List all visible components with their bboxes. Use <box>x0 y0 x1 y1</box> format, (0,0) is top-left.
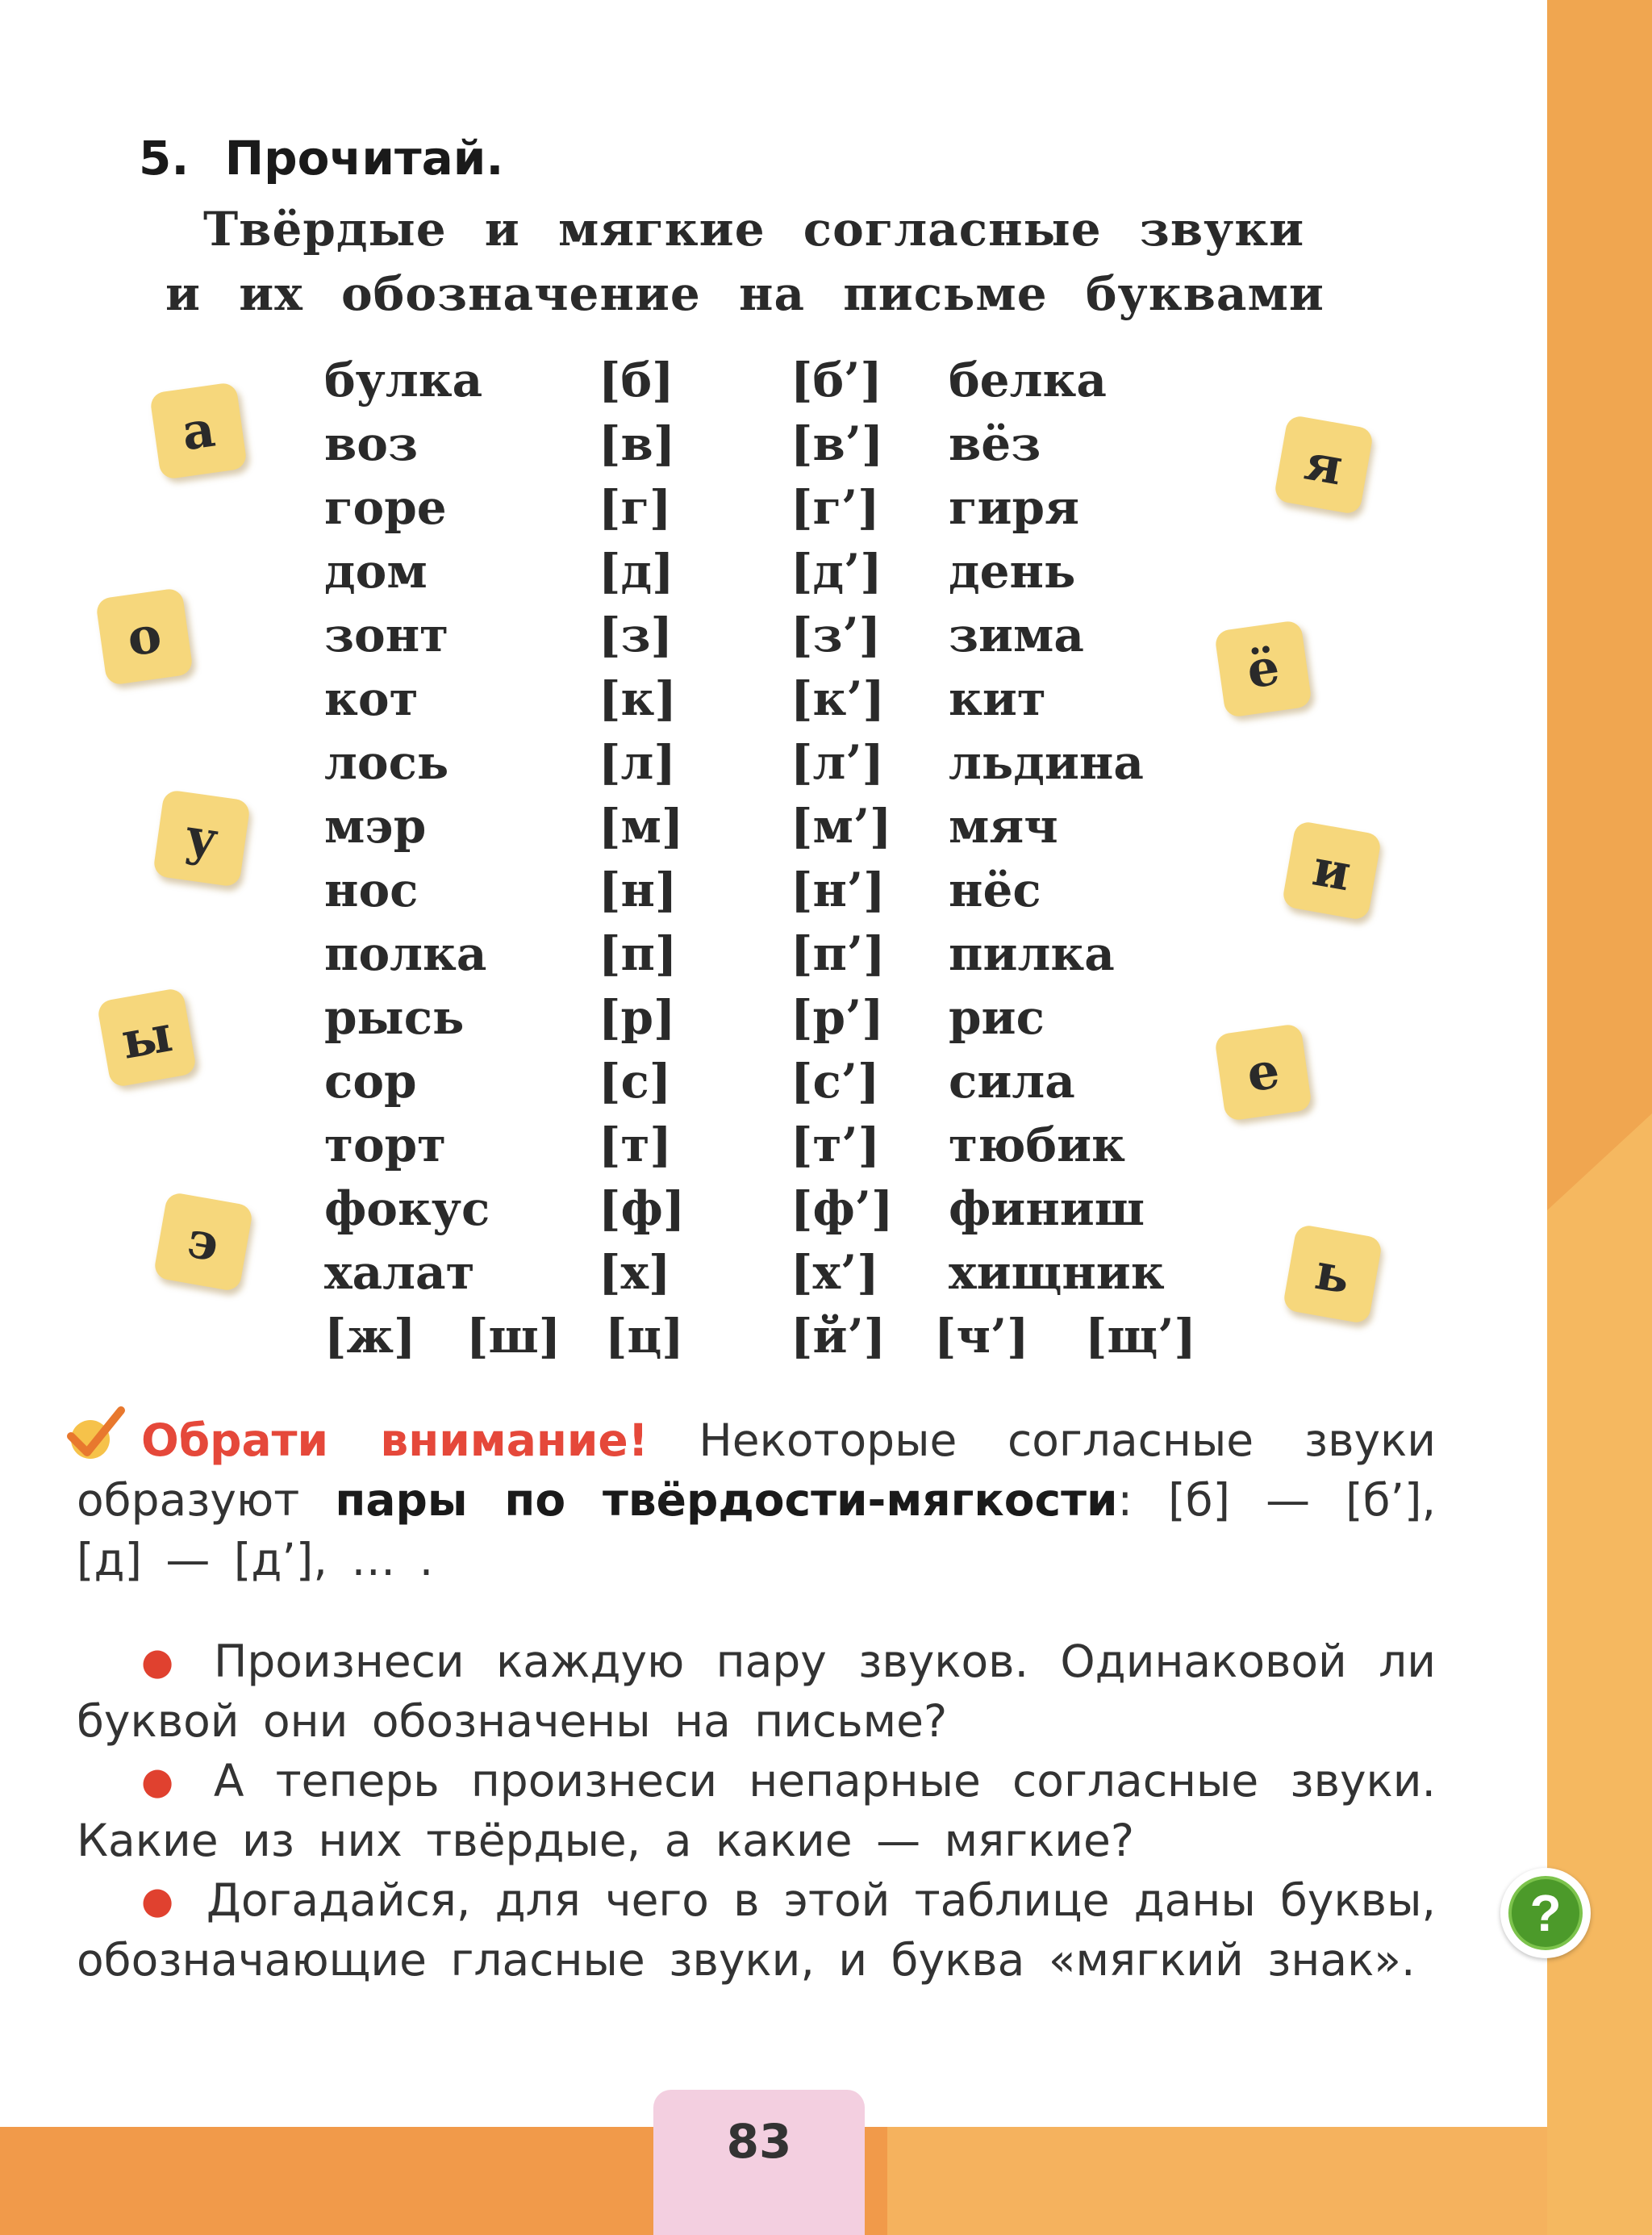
soft-sound: [м’] <box>791 799 892 854</box>
soft-sound: [б’] <box>791 353 882 407</box>
vowel-tile-o: о <box>95 587 194 686</box>
exercise-instruction: Прочитай. <box>224 131 504 186</box>
hard-sound: [г] <box>599 480 672 535</box>
vowel-tile-ya: я <box>1273 414 1374 515</box>
soft-word: вёз <box>949 416 1041 471</box>
vowel-tile-yo: ё <box>1214 620 1312 718</box>
vowel-tile-i: и <box>1281 820 1382 921</box>
hard-sound: [н] <box>599 863 678 917</box>
question-button[interactable] <box>1500 1868 1591 1958</box>
soft-sound: [л’] <box>791 735 884 790</box>
hard-sound: [д] <box>599 544 674 599</box>
unpaired-hard-sound-1: [ж] <box>324 1309 416 1364</box>
soft-word: льдина <box>949 735 1144 790</box>
question-3 <box>77 1870 1436 1990</box>
table-title-line1: Твёрдые и мягкие согласные звуки <box>203 202 1305 257</box>
hard-word: фокус <box>324 1181 490 1236</box>
hard-sounds-column <box>599 349 685 1305</box>
hard-word: торт <box>324 1118 447 1172</box>
page-number: 83 <box>653 2090 865 2235</box>
attention-bold: пары по твёрдости-мягкости <box>335 1474 1118 1526</box>
attention-text-2: : [б] — [б’], [д] — [д’], … . <box>77 1474 1436 1585</box>
hard-sound: [в] <box>599 416 676 471</box>
hard-sound: [з] <box>599 608 673 662</box>
soft-word: пилка <box>949 926 1115 981</box>
unpaired-hard-sound-3: [ц] <box>605 1309 684 1364</box>
question-1 <box>77 1631 1436 1751</box>
hard-word: сор <box>324 1054 417 1109</box>
hard-sound: [п] <box>599 926 678 981</box>
hard-sound: [к] <box>599 671 677 726</box>
soft-word: хищник <box>949 1245 1165 1300</box>
hard-sound: [ф] <box>599 1181 686 1236</box>
soft-word: день <box>949 544 1076 599</box>
vowel-tile-e-oborotnoe: э <box>152 1191 253 1292</box>
attention-text-1: Некоторые согласные звуки образуют <box>77 1414 1436 1526</box>
soft-word: кит <box>949 671 1046 726</box>
hard-word: зонт <box>324 608 449 662</box>
vowel-tile-y: ы <box>96 987 197 1088</box>
hard-sound: [х] <box>599 1245 671 1300</box>
hard-word: полка <box>324 926 487 981</box>
exercise-heading <box>139 131 503 186</box>
hard-words-column <box>324 349 490 1305</box>
hard-word: кот <box>324 671 419 726</box>
hard-sound: [т] <box>599 1118 672 1172</box>
question-1-text: Произнеси каждую пару звуков. Одинаковой ли буквой они обозначены на письме? <box>77 1636 1437 1747</box>
unpaired-hard-sound-2: [ш] <box>466 1309 561 1364</box>
soft-sound: [ф’] <box>791 1181 894 1236</box>
table-title-line2: и их обозначение на письме буквами <box>165 266 1325 321</box>
hard-sound: [р] <box>599 990 676 1045</box>
soft-word: тюбик <box>949 1118 1126 1172</box>
soft-sounds-column <box>791 349 893 1305</box>
soft-sound: [г’] <box>791 480 880 535</box>
attention-paragraph <box>77 1410 1436 1590</box>
question-3-text: Догадайся, для чего в этой таблице даны буквы, обозначающие гласные звуки, и буква «мягкий знак». <box>77 1874 1436 1986</box>
question-2-text: А теперь произнеси непарные согласные звуки. Какие из них твёрдые, а какие — мягкие? <box>77 1755 1436 1866</box>
bullet-icon: ● <box>141 1878 174 1922</box>
soft-sound: [р’] <box>791 990 884 1045</box>
hard-word: рысь <box>324 990 465 1045</box>
soft-word: финиш <box>949 1181 1145 1236</box>
vowel-tile-u: у <box>152 789 251 888</box>
hard-word: халат <box>324 1245 475 1300</box>
vowel-tile-e: е <box>1214 1023 1312 1122</box>
hard-sound: [м] <box>599 799 684 854</box>
soft-sound: [д’] <box>791 544 882 599</box>
hard-word: воз <box>324 416 418 471</box>
bullet-icon: ● <box>141 1759 181 1803</box>
question-mark-icon: ? <box>1508 1876 1583 1950</box>
soft-word: рис <box>949 990 1045 1045</box>
unpaired-soft-sound-3: [щ’] <box>1085 1309 1196 1364</box>
hard-word: лось <box>324 735 449 790</box>
soft-sound: [т’] <box>791 1118 881 1172</box>
hard-sound: [л] <box>599 735 676 790</box>
question-2 <box>77 1751 1436 1870</box>
vowel-tile-a: а <box>149 382 248 480</box>
unpaired-soft-sound-2: [ч’] <box>934 1309 1029 1364</box>
soft-word: белка <box>949 353 1107 407</box>
hard-sound: [б] <box>599 353 674 407</box>
soft-sound: [п’] <box>791 926 886 981</box>
unpaired-soft-sound-1: [й’] <box>791 1309 886 1364</box>
hard-word: булка <box>324 353 483 407</box>
hard-word: дом <box>324 544 428 599</box>
hard-word: мэр <box>324 799 427 854</box>
attention-label: Обрати внимание! <box>141 1414 649 1466</box>
soft-sign-tile: ь <box>1282 1223 1383 1324</box>
soft-word: зима <box>949 608 1084 662</box>
soft-sound: [н’] <box>791 863 886 917</box>
hard-word: нос <box>324 863 419 917</box>
soft-words-column <box>949 349 1165 1305</box>
exercise-number: 5. <box>139 131 190 186</box>
hard-sound: [с] <box>599 1054 672 1109</box>
soft-word: гиря <box>949 480 1079 535</box>
soft-sound: [х’] <box>791 1245 879 1300</box>
soft-sound: [к’] <box>791 671 885 726</box>
soft-sound: [с’] <box>791 1054 880 1109</box>
soft-sound: [з’] <box>791 608 882 662</box>
soft-word: сила <box>949 1054 1075 1109</box>
bullet-icon: ● <box>141 1640 181 1683</box>
soft-word: нёс <box>949 863 1041 917</box>
hard-word: горе <box>324 480 447 535</box>
soft-word: мяч <box>949 799 1058 854</box>
soft-sound: [в’] <box>791 416 884 471</box>
